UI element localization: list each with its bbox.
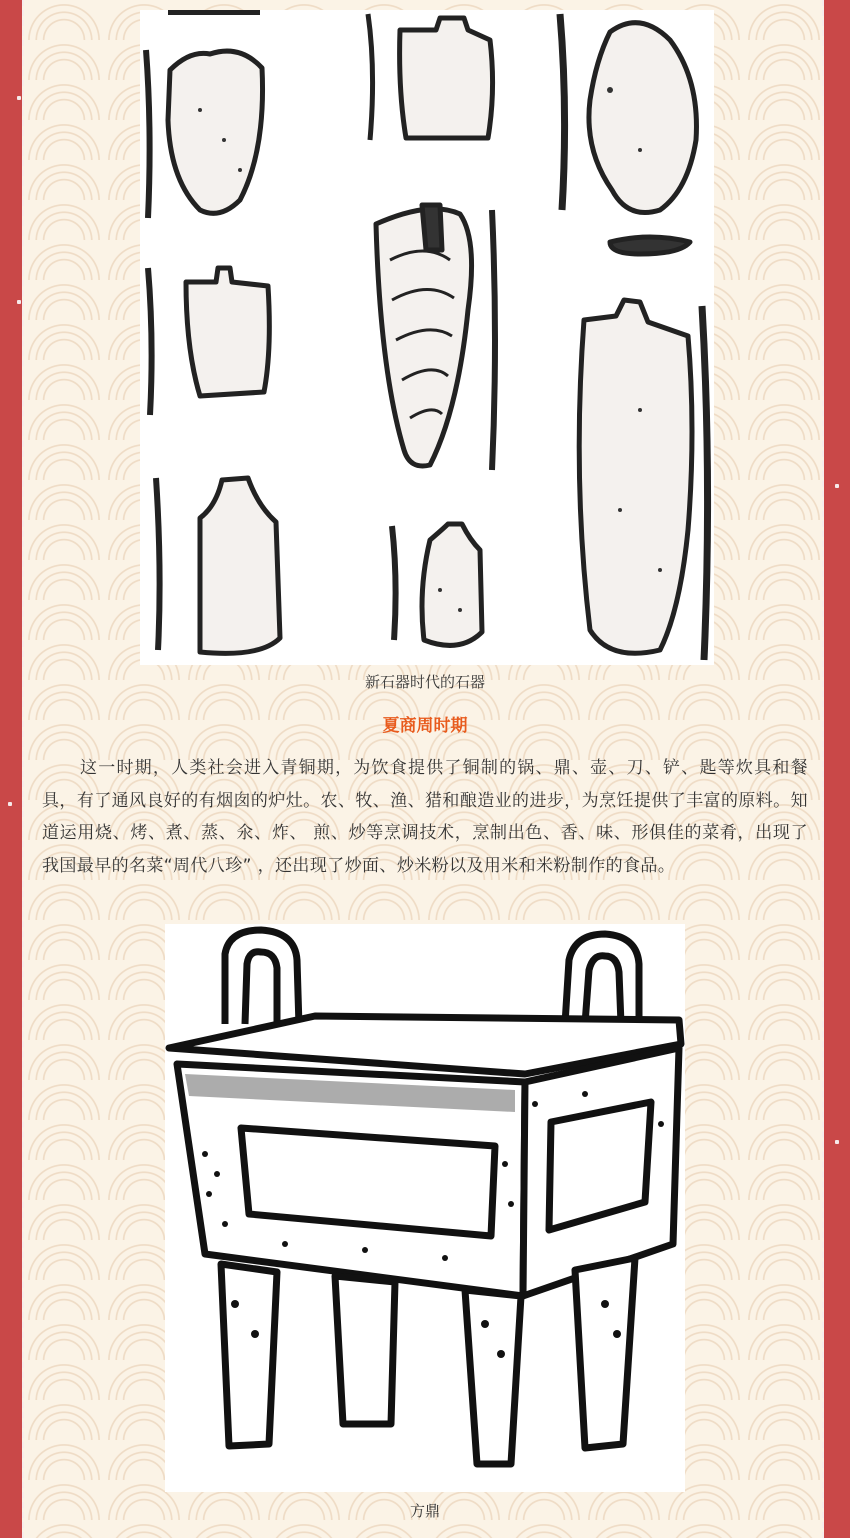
border-ornament [835,484,839,488]
figure-caption: 新石器时代的石器 [364,673,485,691]
stone-tools-image [140,10,714,665]
border-ornament [17,300,21,304]
border-ornament [17,96,21,100]
border-ornament [835,1140,839,1144]
figure-caption: 方鼎 [409,1502,440,1520]
right-border [824,0,850,1538]
section-paragraph: 这一时期，人类社会进入青铜期，为饮食提供了铜制的锅、鼎、壶、刀、铲、匙等炊具和餐具，有了通风良好的有烟囱的炉灶。农、牧、渔、猎和酿造业的进步，为烹饪提供了丰富的原料。知道运用烧、烤、煮、蒸、氽、炸、 煎、炒等烹调技术，烹制出色、香、味、形俱佳的菜肴，出现了我国最早的名菜“周代八珍” ，还出现了炒面、炒米粉以及用米和米粉制作的食品。 [42,758,808,876]
border-ornament [8,802,12,806]
left-border [0,0,22,1538]
content-panel [22,0,824,1538]
section-title: 夏商周时期 [382,716,468,736]
fangding-image [165,924,685,1492]
